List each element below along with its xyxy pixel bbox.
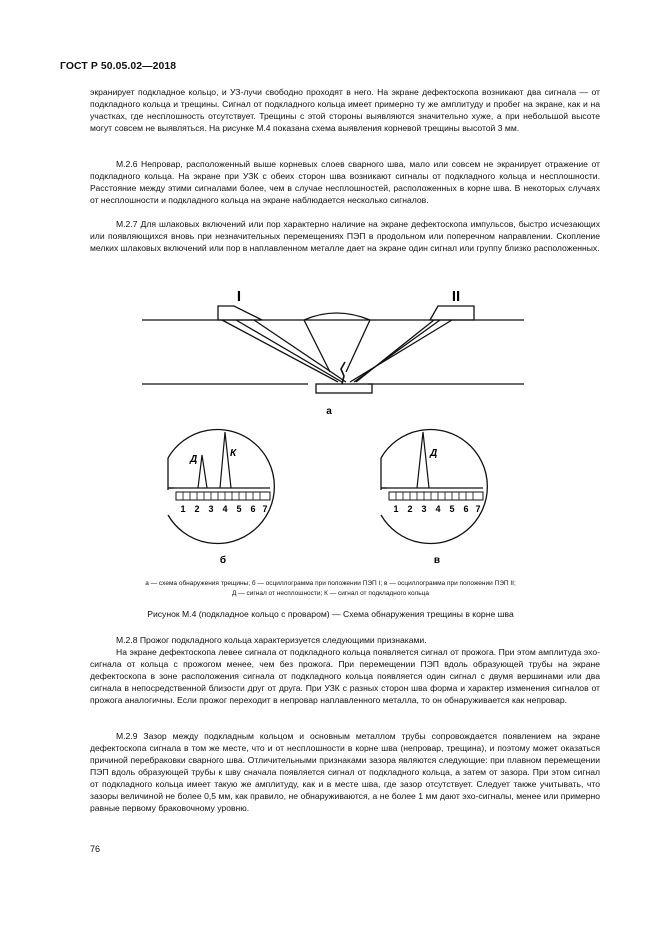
scale-tick-5: 5: [236, 504, 242, 514]
paragraph-m-2-8-body: На экране дефектоскопа левее сигнала от подкладного кольца появляется сигнал от прожога. При этом амплитуда эхо-сигнала от кольца с прожогом менее, чем без прожога. При перемещении ПЭП вдоль образующей трубы на экране дефектоскопа в зоне расположения сигнала от подкладного кольца появляется один сигнал с двумя вершинами или два сигнала в непосредственной близости друг от друга. При УЗК с разных сторон шва форма и характер изменения сигналов от прожога аналогичны. Если прожог переходит в непровар наплавленного металла, то он обнаруживается как непровар.: [90, 647, 600, 706]
subfigure-label-a: а: [326, 406, 332, 417]
weld-boundary: [304, 320, 370, 372]
beam-ray-left-2: [236, 320, 342, 382]
scale-tick-6-c: 6: [463, 504, 469, 514]
subfigure-label-b: б: [219, 555, 227, 566]
scale-tick-7: 7: [262, 504, 268, 514]
signal-k-label-b: К: [230, 448, 237, 459]
page-number: 76: [90, 844, 101, 854]
scale-tick-6: 6: [250, 504, 256, 514]
screen-outline-b: [168, 429, 274, 543]
figure-legend-line-2: Д — сигнал от несплошности; К — сигнал от подкладного кольца: [231, 590, 430, 597]
paragraph-m-2-8: М.2.8 Прожог подкладного кольца характеризуется следующими признаками.: [116, 635, 427, 645]
weld-cap: [304, 313, 370, 320]
signal-d-peak-c: [417, 432, 429, 488]
scale-tick-5-c: 5: [449, 504, 455, 514]
scale-tick-1: 1: [180, 504, 186, 514]
weld-scheme-diagram: [142, 306, 524, 393]
probe-ii-label: II: [451, 288, 461, 305]
signal-k-peak-b: [220, 432, 231, 488]
paragraph-m-2-9: М.2.9 Зазор между подкладным кольцом и основным металлом трубы сопровождается появлением на экране дефектоскопа сигнала в том же месте, что и от несплошности в корне шва (непровар, трещина), и поэтому может оказаться причиной перебраковки сварного шва. Отличительными признаками зазора являются следующие: при плавном перемещении ПЭП вдоль образующей трубы к шву сначала появляется сигнал от подкладного кольца, а затем от зазора. При этом сигнал от подкладного кольца имеет такую же амплитуду, как и в месте шва, где зазор отсутствует. Следует также учитывать, что зазоры величиной не более 0,5 мм, как правило, не обнаруживаются, а не более 1 мм дают эхо-сигналы, менее или примерно равные первому браковочному уровню.: [90, 731, 600, 814]
backing-ring: [316, 384, 372, 393]
probe-i-label: I: [236, 288, 242, 305]
signal-d-label-b: Д: [190, 454, 198, 465]
paragraph-m-2-6: М.2.6 Непровар, расположенный выше корневых слоев сварного шва, мало или совсем не экранирует отражение от подкладного кольца. На экране при УЗК с обеих сторон шва возникают сигналы от подкладного кольца и несплошности. Расстояние между этими сигналами более, чем в случае несплошностей, расположенных в корне шва. В некоторых случаях от несплошности и подкладного кольца на экране наблюдается несколько сигналов.: [90, 159, 600, 206]
scale-tick-4: 4: [222, 504, 228, 514]
scale-tick-2-c: 2: [407, 504, 413, 514]
paragraph-continuation: экранирует подкладное кольцо, и УЗ-лучи свободно проходят в него. На экране дефектоскопа возникают два сигнала — от подкладного кольца и трещины. Сигнал от подкладного кольца имеет примерно ту же амплитуду и пробег на экране, как и на участках, где несплошность отсутствует. Трещины с этой стороны выявляются значительно хуже, а при небольшой высоте могут совсем не выявляться. На рисунке М.4 показана схема выявления корневой трещины высотой 3 мм.: [90, 87, 600, 134]
figure-caption: Рисунок М.4 (подкладное кольцо с проваром) — Схема обнаружения трещины в корне шва: [147, 609, 514, 619]
scale-tick-3-c: 3: [421, 504, 427, 514]
scale-tick-7-c: 7: [475, 504, 481, 514]
paragraph-m-2-7: М.2.7 Для шлаковых включений или пор характерно наличие на экране дефектоскопа импульсов, быстро исчезающих или появляющихся вновь при незначительных перемещениях ПЭП в продольном или поперечном направлении. Скопление мелких шлаковых включений или пор в наплавленном металле дает на экране один сигнал или группу близко расположенных.: [90, 219, 600, 254]
signal-d-label-c: Д: [430, 448, 438, 459]
scale-tick-3: 3: [208, 504, 214, 514]
figure-legend-line-1: а — схема обнаружения трещины; б — осциллограмма при положении ПЭП I; в — осциллограмма при положении ПЭП II;: [145, 580, 516, 587]
oscillogram-c: [381, 429, 487, 543]
probe-ii: [430, 306, 474, 320]
scale-tick-2: 2: [194, 504, 200, 514]
beam-ray-left-3: [254, 320, 346, 382]
signal-d-peak-b: [198, 455, 207, 488]
subfigure-label-c: в: [433, 555, 441, 566]
scale-tick-1-c: 1: [393, 504, 399, 514]
oscillogram-b: [168, 429, 274, 543]
document-header: ГОСТ Р 50.05.02—2018: [60, 61, 177, 72]
screen-outline-c: [381, 429, 487, 543]
figure-legend: [60, 579, 601, 599]
beam-ray-right-3: [356, 320, 434, 382]
scale-tick-4-c: 4: [435, 504, 441, 514]
probe-i: [218, 306, 262, 320]
beam-ray-left-1: [222, 320, 338, 382]
